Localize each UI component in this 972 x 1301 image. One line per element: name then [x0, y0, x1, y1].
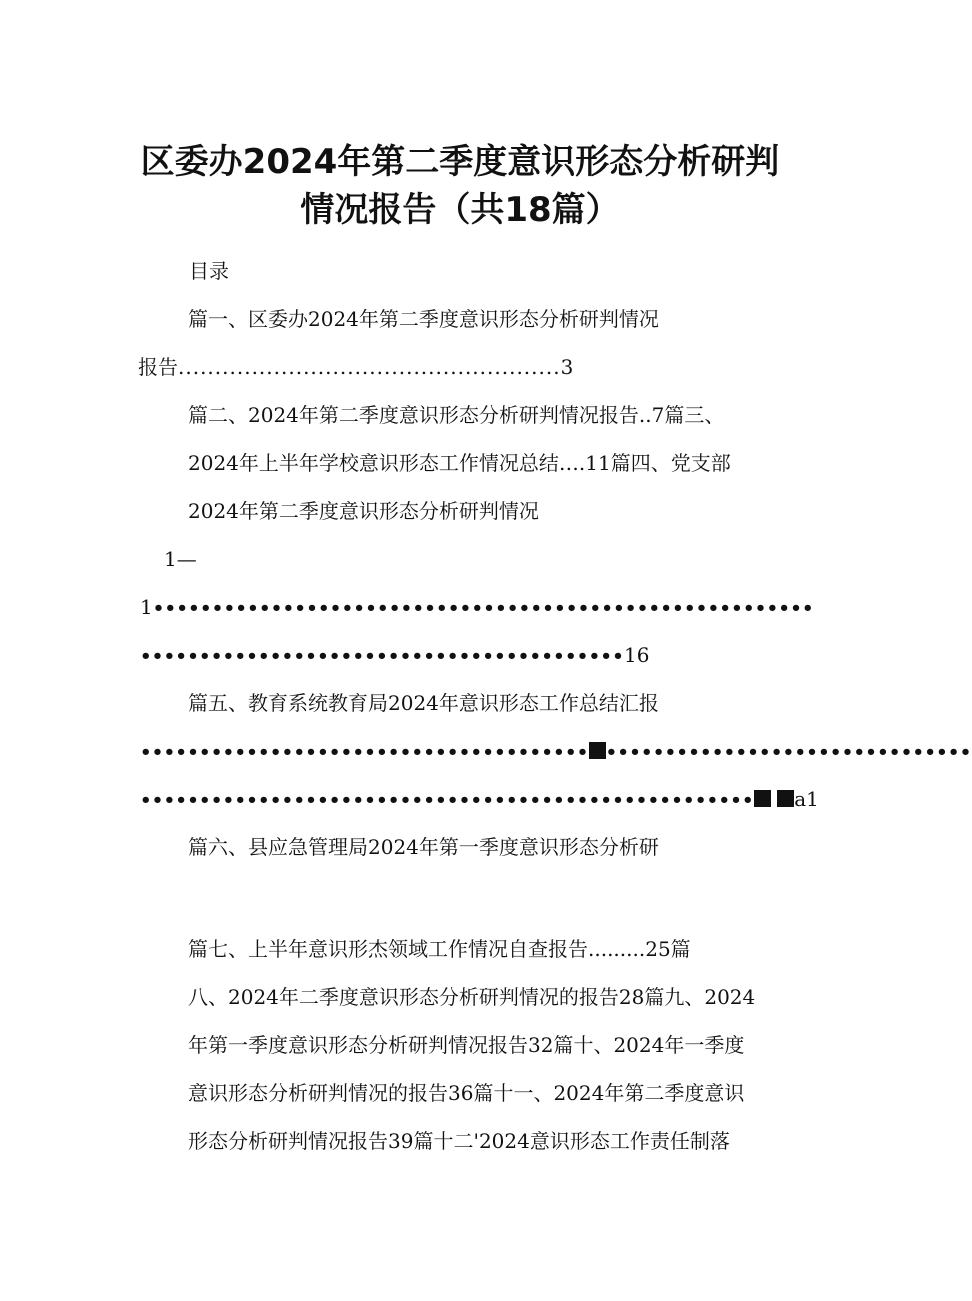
black-square-marker — [754, 790, 771, 807]
toc-line-15: 年第一季度意识形态分析研判情况报告32篇十、2024年一季度 — [188, 1033, 745, 1057]
toc-line-11-dots: •••••••••••••••••••••••••••••••••••••••••••••••••••• — [140, 790, 754, 811]
toc-line-4: 2024年上半年学校意识形态工作情况总结….11篇四、党支部 — [188, 451, 731, 475]
toc-line-7-dots: •••••••••••••••••••••••••••••••••••••••••••••••••••••••• — [152, 598, 814, 619]
toc-line-16: 意识形态分析研判情况的报告36篇十一、2024年第二季度意识 — [188, 1081, 745, 1105]
toc-line-2 — [138, 353, 788, 381]
toc-line-8 — [140, 641, 650, 671]
toc-line-17: 形态分析研判情况报告39篇十二'2024意识形态工作责任制落 — [188, 1129, 730, 1153]
toc-line-12: 篇六、县应急管理局2024年第一季度意识形态分析研 — [188, 835, 659, 859]
toc-line-10-dots-b: ••••••••••••••••••••••••••••••• — [605, 742, 972, 763]
toc-line-6: 1— — [164, 547, 197, 571]
toc-line-2-text: 报告 — [138, 355, 178, 379]
toc-line-2-dots: .................................................... — [178, 355, 561, 379]
toc-line-13: 篇七、上半年意识形杰领域工作情况自查报告.........25篇 — [188, 937, 691, 961]
toc-line-1: 篇一、区委办2024年第二季度意识形态分析研判情况 — [188, 307, 659, 331]
toc-line-11 — [140, 785, 819, 815]
toc-line-7-start: 1 — [140, 595, 153, 619]
toc-line-10 — [140, 737, 972, 767]
toc-heading: 目录 — [189, 259, 229, 283]
toc-line-3: 篇二、2024年第二季度意识形态分析研判情况报告..7篇三、 — [188, 403, 725, 427]
toc-line-8-page: 16 — [624, 643, 650, 667]
toc-line-8-dots: ••••••••••••••••••••••••••••••••••••••••• — [140, 646, 624, 667]
toc-line-2-page: 3 — [560, 355, 574, 379]
toc-line-5: 2024年第二季度意识形态分析研判情况 — [188, 499, 539, 523]
toc-line-11-end: a1 — [794, 787, 819, 811]
document-title-line1: 区委办2024年第二季度意识形态分析研判 — [140, 142, 780, 182]
toc-line-10-dots-a: •••••••••••••••••••••••••••••••••••••• — [140, 742, 589, 763]
toc-line-7 — [140, 593, 814, 623]
black-square-marker — [589, 742, 606, 759]
black-square-marker — [777, 790, 794, 807]
document-title-line2: 情况报告（共18篇） — [300, 190, 620, 230]
toc-line-9: 篇五、教育系统教育局2024年意识形态工作总结汇报 — [188, 691, 659, 715]
toc-line-14: 八、2024年二季度意识形态分析研判情况的报告28篇九、2024 — [188, 985, 756, 1009]
